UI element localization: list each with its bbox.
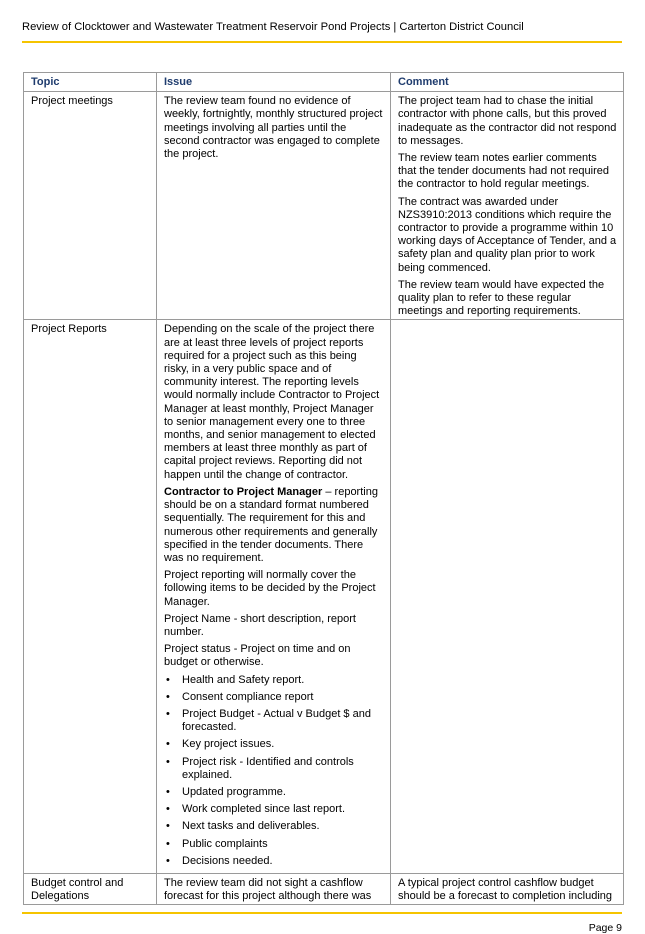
list-item: • Work completed since last report.	[164, 803, 384, 816]
comment-paragraph: The project team had to chase the initial contractor with phone calls, but this proved inadequate as the contractor did not respond to messages.	[398, 95, 617, 147]
comment-paragraph: The contract was awarded under NZS3910:2013 conditions which require the contractor to provide a programme within 10 working days of Acceptance of Tender, and a safety plan and quality plan prior to work being commenced.	[398, 195, 617, 274]
issue-paragraph: The review team did not sight a cashflow forecast for this project although there was	[164, 876, 372, 903]
issue-paragraph	[164, 486, 384, 565]
row-topic: Project meetings	[24, 92, 157, 320]
list-item: • Health and Safety report.	[164, 674, 384, 687]
table-row	[24, 92, 624, 320]
issue-paragraph: Project Name - short description, report number.	[164, 612, 356, 638]
list-item: • Project Budget - Actual v Budget $ and forecasted.	[164, 708, 384, 734]
column-header-topic: Topic	[24, 73, 157, 92]
row-topic: Budget control and Delegations	[24, 873, 157, 904]
page-number: Page 9	[588, 922, 622, 934]
issue-paragraph: Project reporting will normally cover the following items to be decided by the Project Manager.	[164, 569, 376, 608]
footer-divider	[22, 912, 622, 914]
list-item: • Updated programme.	[164, 786, 384, 799]
row-issue	[157, 320, 391, 874]
row-issue	[157, 92, 391, 320]
comment-paragraph: A typical project control cashflow budget should be a forecast to completion including	[398, 876, 613, 903]
column-header-comment: Comment	[391, 73, 624, 92]
comment-paragraph: The review team notes earlier comments that the tender documents had not required the contractor to hold regular meetings.	[398, 152, 609, 191]
report-items-list	[164, 674, 384, 868]
issue-text: – reporting should be on a standard format numbered sequentially. The requirement for this and numerous other requirements and generally specified in the tender documents. There was no requirement.	[164, 485, 378, 564]
issue-bold-lead: Contractor to Project Manager	[164, 485, 323, 498]
row-comment	[391, 873, 624, 904]
table-row	[24, 320, 624, 874]
document-header-title: Review of Clocktower and Wastewater Treatment Reservoir Pond Projects | Carterton District Council	[22, 21, 524, 33]
issue-paragraph: The review team found no evidence of weekly, fortnightly, monthly structured project meetings involving all parties until the second contractor was engaged to complete the project.	[164, 95, 383, 161]
header-divider	[22, 41, 622, 43]
table-row	[24, 873, 624, 904]
column-header-issue: Issue	[157, 73, 391, 92]
row-comment-empty	[391, 320, 624, 874]
issue-paragraph: Project status - Project on time and on budget or otherwise.	[164, 643, 351, 669]
comment-paragraph: The review team would have expected the quality plan to refer to these regular meetings and reporting requirements.	[398, 278, 605, 318]
table-header-row	[24, 73, 624, 92]
list-item: • Decisions needed.	[164, 855, 384, 868]
row-comment	[391, 92, 624, 320]
list-item: • Next tasks and deliverables.	[164, 820, 384, 833]
list-item: • Consent compliance report	[164, 691, 384, 704]
row-topic: Project Reports	[24, 320, 157, 874]
list-item: • Project risk - Identified and controls explained.	[164, 756, 384, 782]
issue-paragraph: Depending on the scale of the project there are at least three levels of project reports required for a project such as this being risky, in a very public space and of community interest. The reporting levels would normally include Contractor to Project Manager at least monthly, Project Manager to senior management every one to three months, and senior management to elected members at least three monthly as part of capital project reviews. Reporting did not happen until the change of contractor.	[164, 323, 380, 481]
review-table	[23, 72, 624, 905]
list-item: • Key project issues.	[164, 738, 384, 751]
row-issue	[157, 873, 391, 904]
list-item: • Public complaints	[164, 838, 384, 851]
